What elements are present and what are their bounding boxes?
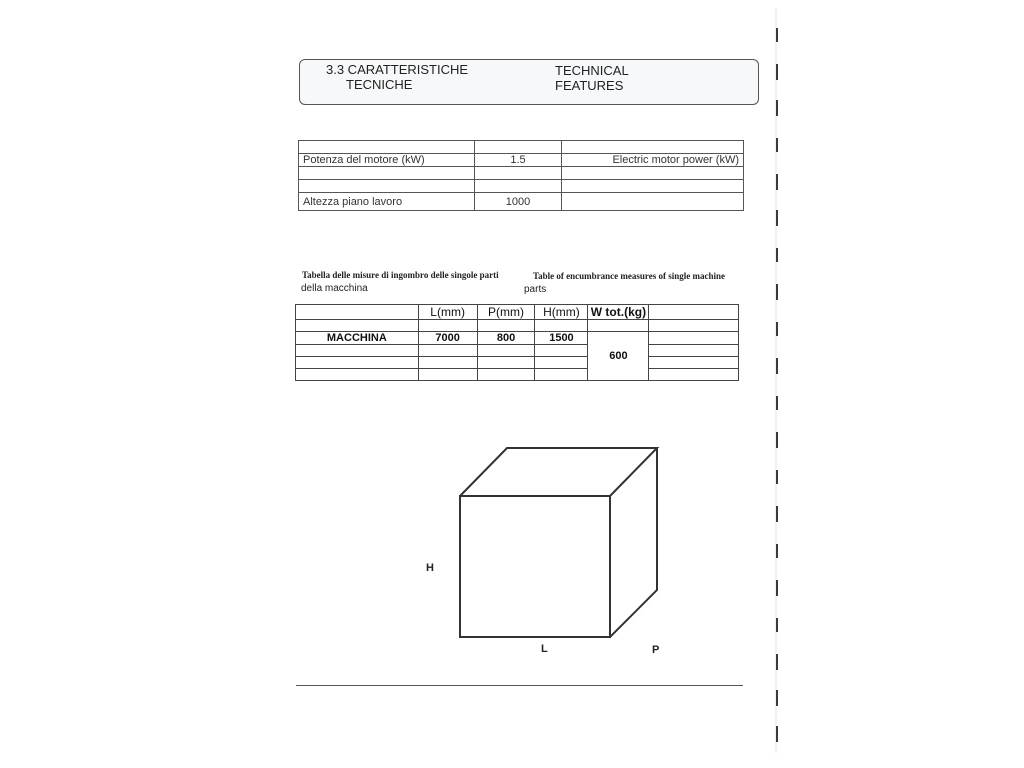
- table-header-row: [296, 305, 739, 320]
- machine-length: 7000: [418, 332, 477, 345]
- header-height: H(mm): [535, 305, 588, 320]
- motor-power-value: 1.5: [474, 154, 562, 167]
- machine-label: MACCHINA: [296, 332, 419, 345]
- table-row: [299, 167, 744, 180]
- binding-mark: [776, 284, 778, 300]
- header-title-en-line2: FEATURES: [555, 78, 624, 93]
- table-row: [299, 180, 744, 193]
- header-weight: W tot.(kg): [588, 305, 649, 320]
- cube-top-face: [460, 448, 657, 496]
- header-title-en-line1: TECHNICAL: [555, 63, 629, 78]
- motor-power-label-en: Electric motor power (kW): [562, 154, 744, 167]
- height-dimension-label: H: [426, 562, 434, 574]
- binding-mark: [776, 28, 778, 42]
- footer-rule: [296, 685, 743, 686]
- motor-power-label: Potenza del motore (kW): [299, 154, 475, 167]
- binding-mark: [776, 544, 778, 558]
- binding-mark: [776, 432, 778, 448]
- table-row: [299, 193, 744, 211]
- technical-features-table: [298, 140, 744, 211]
- header-title-it-line1: 3.3 CARATTERISTICHE: [326, 62, 469, 77]
- encumbrance-caption-en-line2: parts: [524, 284, 547, 295]
- binding-mark: [776, 396, 778, 410]
- binding-mark: [776, 470, 778, 484]
- table-row: [296, 320, 739, 332]
- machine-depth: 800: [477, 332, 535, 345]
- table-row: [296, 357, 739, 369]
- machine-cube-diagram: [455, 443, 665, 643]
- binding-mark: [776, 726, 778, 742]
- binding-mark: [776, 210, 778, 226]
- binding-mark: [776, 100, 778, 116]
- machine-weight: 600: [588, 332, 649, 381]
- length-dimension-label: L: [541, 643, 548, 655]
- cube-side-face: [610, 448, 657, 637]
- binding-mark: [776, 174, 778, 190]
- binding-mark: [776, 618, 778, 632]
- header-length: L(mm): [418, 305, 477, 320]
- table-row: [296, 345, 739, 357]
- binding-mark: [776, 358, 778, 374]
- encumbrance-caption-en-line1: Table of encumbrance measures of single machine: [533, 271, 725, 281]
- encumbrance-table: [295, 304, 739, 381]
- machine-height: 1500: [535, 332, 588, 345]
- header-title-it-line2: TECNICHE: [346, 77, 413, 92]
- table-row: [296, 332, 739, 345]
- encumbrance-caption-it-line1: Tabella delle misure di ingombro delle singole parti: [302, 270, 499, 280]
- binding-mark: [776, 138, 778, 152]
- binding-mark: [776, 690, 778, 706]
- work-height-label: Altezza piano lavoro: [299, 193, 475, 211]
- table-row: [296, 369, 739, 381]
- table-row: [299, 141, 744, 154]
- header-depth: P(mm): [477, 305, 535, 320]
- binding-mark: [776, 322, 778, 336]
- binding-mark: [776, 248, 778, 262]
- binding-mark: [776, 506, 778, 522]
- cube-front-face: [460, 496, 610, 637]
- page-edge: [775, 8, 777, 753]
- binding-mark: [776, 654, 778, 670]
- work-height-value: 1000: [474, 193, 562, 211]
- depth-dimension-label: P: [652, 644, 660, 656]
- binding-mark: [776, 580, 778, 596]
- binding-mark: [776, 64, 778, 80]
- table-row: [299, 154, 744, 167]
- encumbrance-caption-it-line2: della macchina: [301, 283, 368, 294]
